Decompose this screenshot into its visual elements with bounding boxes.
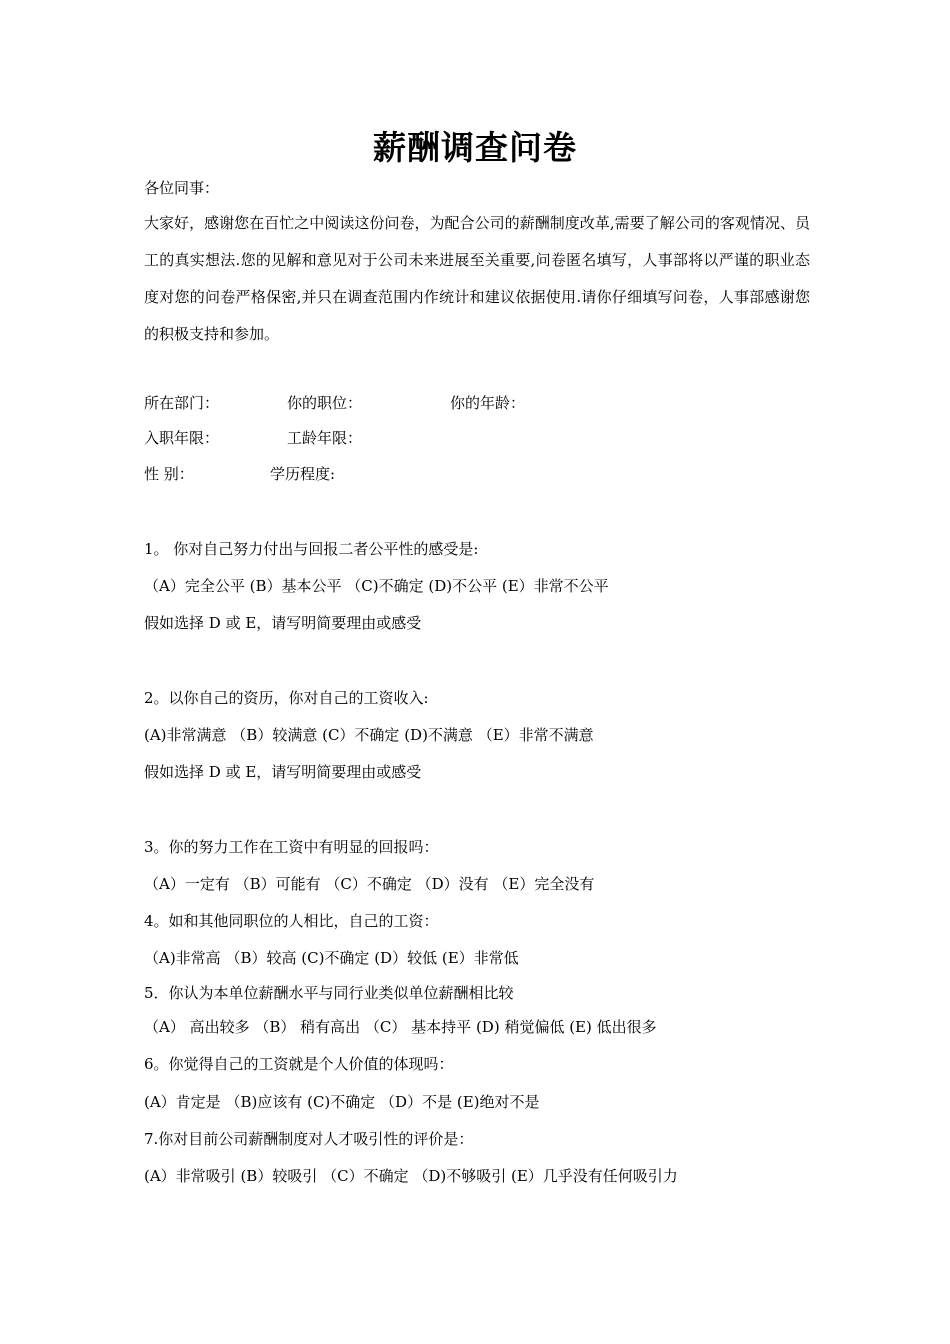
question-7-options: (A）非常吸引 (B）较吸引 （C）不确定 （D)不够吸引 (E）几乎没有任何吸引力 <box>144 1167 678 1185</box>
question-1-options: （A）完全公平 (B）基本公平 （C)不确定 (D)不公平 (E）非常不公平 <box>144 577 609 595</box>
question-3-options: （A）一定有 （B）可能有 （C）不确定 （D）没有 （E）完全没有 <box>144 875 595 893</box>
question-5: 5．你认为本单位薪酬水平与同行业类似单位薪酬相比较 <box>144 984 514 1002</box>
question-6: 6。你觉得自己的工资就是个人价值的体现吗： <box>144 1055 454 1073</box>
question-7: 7.你对目前公司薪酬制度对人才吸引性的评价是： <box>144 1130 474 1148</box>
question-4-options: （A)非常高 （B）较高 (C)不确定 (D）较低 (E）非常低 <box>144 949 519 967</box>
question-3: 3。你的努力工作在工资中有明显的回报吗： <box>144 838 439 856</box>
age-field-label: 你的年龄： <box>450 394 526 412</box>
question-1-note: 假如选择 D 或 E，请写明简要理由或感受 <box>144 614 422 632</box>
salutation: 各位同事： <box>144 179 220 197</box>
question-2: 2。以你自己的资历，你对自己的工资收入: <box>144 689 429 707</box>
entry-years-field-label: 入职年限： <box>144 429 220 447</box>
gender-field-label: 性 别： <box>144 465 194 483</box>
work-years-field-label: 工龄年限： <box>287 429 363 447</box>
question-4: 4。如和其他同职位的人相比，自己的工资： <box>144 912 439 930</box>
education-field-label: 学历程度: <box>270 465 336 483</box>
intro-paragraph: 大家好，感谢您在百忙之中阅读这份问卷，为配合公司的薪酬制度改革,需要了解公司的客观情况、员工的真实想法.您的见解和意见对于公司未来进展至关重要,问卷匿名填写，人事部将以严谨的职业态度对您的问卷严格保密,并只在调查范围内作统计和建议依据使用.请你仔细填写问卷，人事部感谢您的积极支持和参加。 <box>144 214 810 343</box>
question-1: 1。 你对自己努力付出与回报二者公平性的感受是: <box>144 540 479 558</box>
position-field-label: 你的职位： <box>287 394 363 412</box>
department-field-label: 所在部门： <box>144 394 220 412</box>
page-title: 薪酬调查问卷 <box>373 128 577 167</box>
question-2-note: 假如选择 D 或 E，请写明简要理由或感受 <box>144 763 422 781</box>
question-6-options: (A）肯定是 （B)应该有 (C)不确定 （D）不是 (E)绝对不是 <box>144 1093 540 1111</box>
question-5-options: （A） 高出较多 （B） 稍有高出 （C） 基本持平 (D) 稍觉偏低 (E) 低出很多 <box>144 1018 657 1036</box>
question-2-options: (A)非常满意 （B）较满意 (C）不确定 (D)不满意 （E）非常不满意 <box>144 726 594 744</box>
